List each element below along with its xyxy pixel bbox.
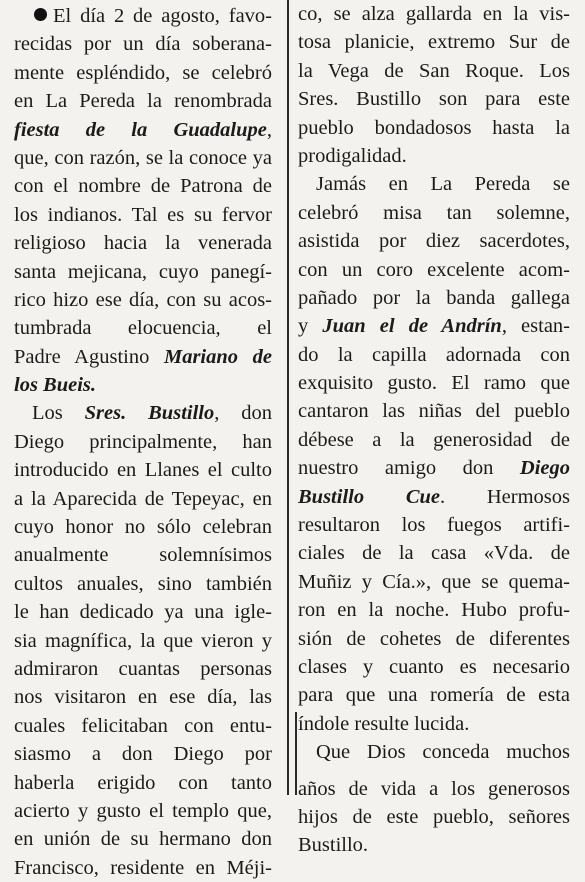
text-line xyxy=(298,831,570,859)
body-text: le han dedicado ya una igle- xyxy=(14,601,272,624)
emphasized-text: Diego xyxy=(519,457,570,480)
text-line xyxy=(298,256,570,284)
text-line xyxy=(14,541,272,569)
text-line xyxy=(298,568,570,596)
bullet-icon xyxy=(34,8,47,21)
body-text: . Hermosos xyxy=(440,485,570,508)
body-text: mente espléndido, se celebró xyxy=(14,61,272,84)
text-line xyxy=(298,426,570,454)
text-line xyxy=(298,85,570,113)
body-text: co, se alza gallarda en la vis- xyxy=(298,3,570,25)
body-text: , estan- xyxy=(501,315,570,338)
text-line xyxy=(298,653,570,681)
right-column xyxy=(298,0,570,860)
text-line xyxy=(14,314,272,342)
body-text: en La Pereda la renombrada xyxy=(14,90,272,113)
body-text: Diego principalmente, han xyxy=(14,430,272,453)
body-text: exquisito gusto. El ramo que xyxy=(298,372,570,395)
text-line xyxy=(298,539,570,567)
text-line xyxy=(14,2,272,30)
text-line xyxy=(14,627,272,655)
text-line xyxy=(298,454,570,482)
text-line xyxy=(298,369,570,397)
text-line xyxy=(14,683,272,711)
text-line xyxy=(14,485,272,513)
text-line xyxy=(298,312,570,340)
body-text: índole resulte lucida. xyxy=(298,712,470,735)
body-text: El día 2 de agosto, favo- xyxy=(53,5,272,27)
body-text: a la Aparecida de Tepeyac, en xyxy=(14,487,272,510)
body-text: débese a la generosidad de xyxy=(298,428,570,451)
text-line xyxy=(14,87,272,115)
body-text: haberla erigido con tanto xyxy=(14,771,272,794)
body-text: acierto y gusto el templo que, xyxy=(14,799,272,822)
text-line xyxy=(298,625,570,653)
body-text: tosa planicie, extremo Sur de xyxy=(298,31,570,54)
body-text: nuestro amigo don xyxy=(298,457,520,480)
body-text: ron en la noche. Hubo profu- xyxy=(298,599,570,622)
body-text: , xyxy=(266,118,272,141)
body-text: Que Dios conceda muchos xyxy=(316,741,570,764)
body-text: prodigalidad. xyxy=(298,144,407,167)
text-line xyxy=(14,854,272,882)
body-text: tumbrada elocuencia, el xyxy=(14,317,272,340)
text-line xyxy=(14,655,272,683)
text-line xyxy=(14,144,272,172)
text-line xyxy=(14,740,272,768)
text-line xyxy=(298,284,570,312)
text-line xyxy=(298,681,570,709)
text-line xyxy=(298,28,570,56)
text-line xyxy=(14,172,272,200)
text-line xyxy=(298,710,570,738)
emphasized-text: Bustillo Cue xyxy=(298,485,440,508)
text-line xyxy=(14,570,272,598)
body-text: cultos anuales, sino también xyxy=(14,572,272,595)
text-line xyxy=(298,397,570,425)
body-text: Francisco, residente en Méji- xyxy=(14,856,272,879)
text-line xyxy=(14,428,272,456)
text-line xyxy=(14,59,272,87)
text-line xyxy=(298,483,570,511)
body-text: Sres. Bustillo son para este xyxy=(298,88,570,111)
body-text: que, con razón, se la conoce ya xyxy=(14,146,272,169)
text-line xyxy=(298,341,570,369)
text-line xyxy=(298,199,570,227)
text-line xyxy=(298,227,570,255)
text-line xyxy=(14,258,272,286)
body-text: sia magnífica, la que vieron y xyxy=(14,629,272,652)
body-text: recidas por un día soberana- xyxy=(14,33,272,56)
body-text: en unión de su hermano don xyxy=(14,828,272,851)
body-text: ciales de la casa «Vda. de xyxy=(298,542,570,565)
body-text: cuales felicitaban con entu- xyxy=(14,714,272,737)
text-line xyxy=(14,769,272,797)
text-line xyxy=(14,201,272,229)
text-line xyxy=(14,513,272,541)
body-text: nos visitaron en ese día, las xyxy=(14,686,272,709)
body-text: Bustillo. xyxy=(298,834,369,857)
column-rule xyxy=(287,0,289,795)
body-text: los indianos. Tal es su fervor xyxy=(14,203,272,226)
text-line xyxy=(298,596,570,624)
body-text: Jamás en La Pereda se xyxy=(316,173,570,196)
body-text: rico hizo ese día, con su acos- xyxy=(14,288,272,311)
text-line xyxy=(298,0,570,28)
body-text: la Vega de San Roque. Los xyxy=(298,59,570,82)
body-text: admiraron cuantas personas xyxy=(14,657,272,680)
body-text: , don xyxy=(214,402,272,425)
body-text: cuyo honor no sólo celebran xyxy=(14,516,272,539)
emphasized-text: Mariano de xyxy=(163,345,272,368)
body-text: Los xyxy=(32,402,85,425)
body-text: santa mejicana, cuyo panegí- xyxy=(14,260,272,283)
body-text: do la capilla adornada con xyxy=(298,343,570,366)
emphasized-text: fiesta de la Guadalupe xyxy=(14,118,267,141)
text-line xyxy=(14,116,272,144)
text-line xyxy=(14,825,272,853)
body-text: para que una romería de esta xyxy=(298,684,570,707)
text-line xyxy=(14,371,272,399)
tail-rule xyxy=(295,712,297,795)
text-line xyxy=(14,343,272,371)
text-line xyxy=(14,229,272,257)
body-text: sión de cohetes de diferentes xyxy=(298,627,570,650)
body-text: hijos de este pueblo, señores xyxy=(298,805,570,828)
text-line xyxy=(14,456,272,484)
body-text: Padre Agustino xyxy=(14,345,164,368)
emphasized-text: Sres. Bustillo xyxy=(84,402,215,425)
text-line xyxy=(14,286,272,314)
text-line xyxy=(298,57,570,85)
body-text: Muñiz y Cía.», que se quema- xyxy=(298,570,570,593)
body-text: anualmente solemnísimos xyxy=(14,544,272,567)
text-line xyxy=(298,114,570,142)
text-line xyxy=(14,30,272,58)
left-column xyxy=(14,2,272,882)
text-line xyxy=(298,142,570,170)
body-text: con el nombre de Patrona de xyxy=(14,175,272,198)
body-text: con un coro excelente acom- xyxy=(298,258,570,281)
text-line xyxy=(298,511,570,539)
text-line xyxy=(298,738,570,766)
emphasized-text: Juan el de Andrín xyxy=(322,315,502,338)
body-text: pañado por la banda gallega xyxy=(298,286,570,309)
text-line xyxy=(298,170,570,198)
body-text: años de vida a los generosos xyxy=(298,777,570,800)
emphasized-text: los Bueis. xyxy=(14,374,97,397)
text-line xyxy=(14,712,272,740)
body-text: y xyxy=(298,315,323,338)
body-text: celebró misa tan solemne, xyxy=(298,201,570,224)
body-text: cantaron las niñas del pueblo xyxy=(298,400,570,423)
body-text: religioso hacia la venerada xyxy=(14,232,272,255)
text-line xyxy=(14,598,272,626)
text-line xyxy=(298,803,570,831)
body-text: introducido en Llanes el culto xyxy=(14,459,272,482)
text-line xyxy=(298,775,570,803)
body-text: resultaron los fuegos artifi- xyxy=(298,514,570,537)
body-text: siasmo a don Diego por xyxy=(14,743,272,766)
body-text: asistida por diez sacerdotes, xyxy=(298,230,570,253)
text-line xyxy=(14,797,272,825)
text-line xyxy=(14,399,272,427)
body-text: clases y cuanto es necesario xyxy=(298,655,570,678)
body-text: pueblo bondadosos hasta la xyxy=(298,116,570,139)
